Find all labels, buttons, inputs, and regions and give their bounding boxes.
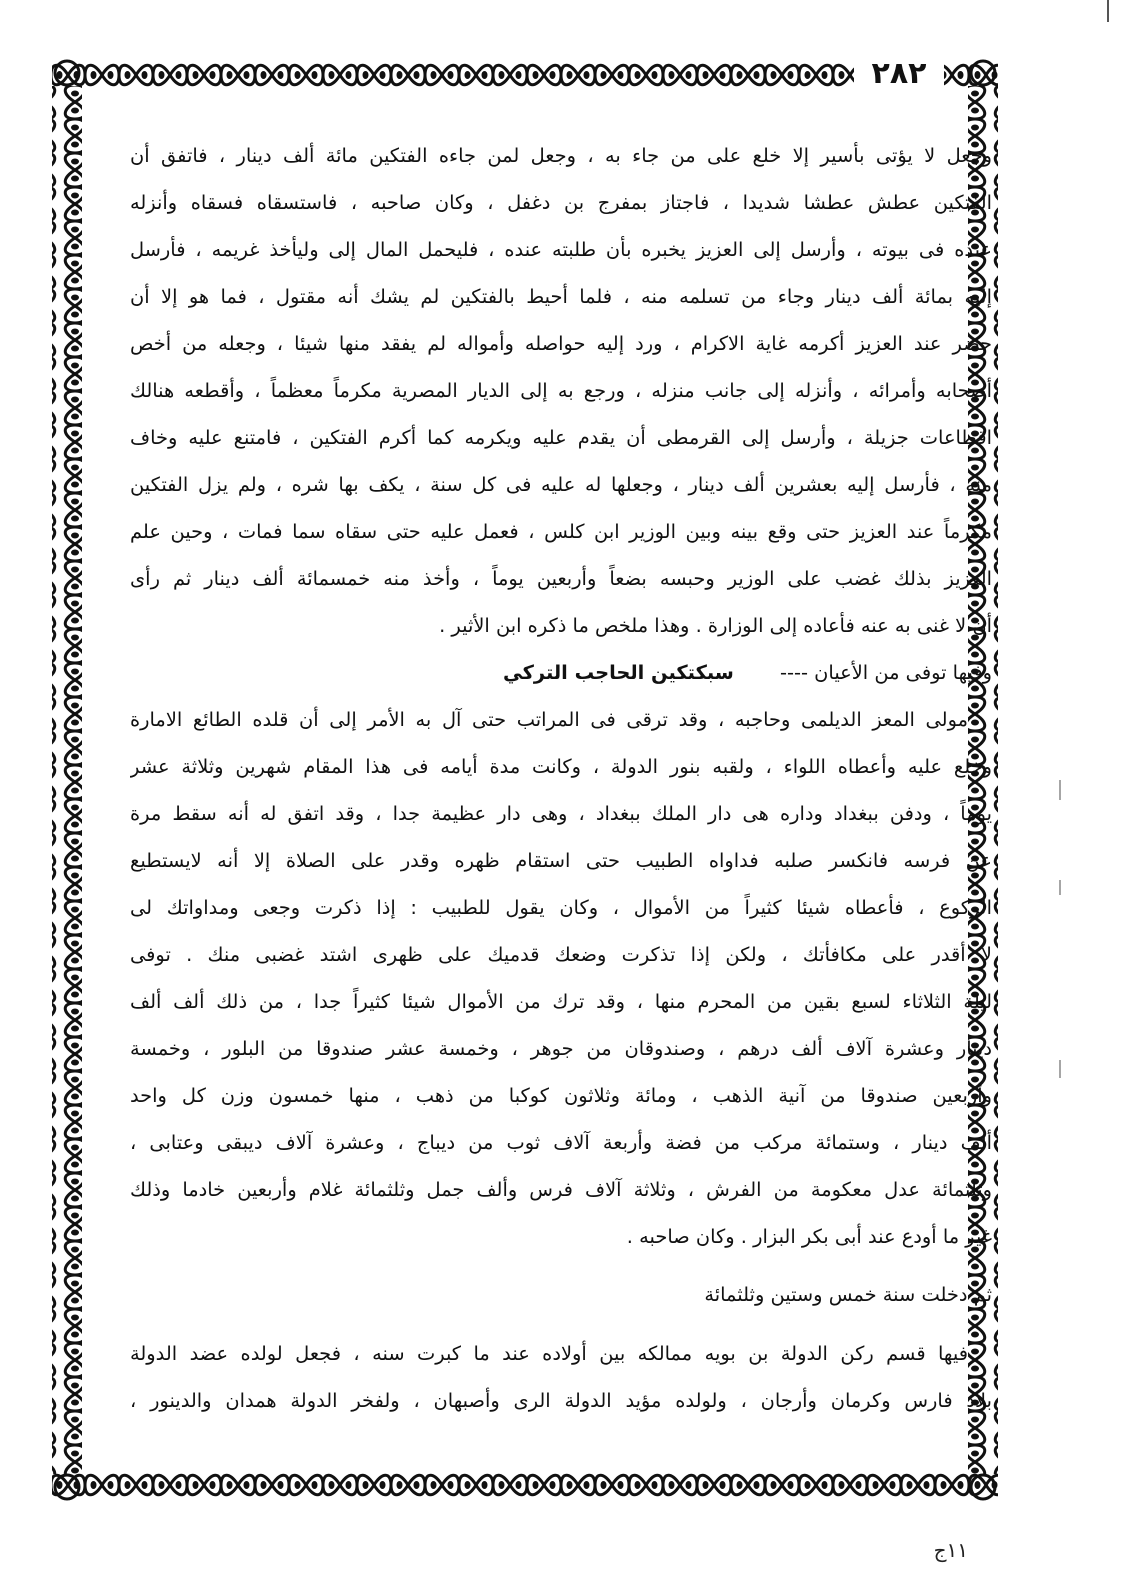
text-line: عنده فى بيوته ، وأرسل إلى العزيز يخبره بأن طلبته عنده ، فليحمل المال إلى وليأخذ غريمه ، فأرسل xyxy=(130,238,992,261)
paragraph-2 xyxy=(130,696,992,1260)
text-line: بلاد فارس وكرمان وأرجان ، ولولده مؤيد الدولة الرى وأصبهان ، ولفخر الدولة همدان والدينور ، xyxy=(130,1389,992,1412)
text-line: وخلع عليه وأعطاه اللواء ، ولقبه بنور الدولة ، وكانت مدة أيامه فى هذا المقام شهرين وثلاثة عشر xyxy=(130,755,992,778)
text-line: فيها قسم ركن الدولة بن بويه ممالكه بين أولاده عند ما كبرت سنه ، فجعل لولده عضد الدولة xyxy=(130,1342,968,1365)
text-line: لا أقدر على مكافأتك ، ولكن إذا تذكرت وضعك قدميك على ظهرى اشتد غضبى منك . توفى xyxy=(130,943,992,966)
text-line: ليلة الثلاثاء لسبع بقين من المحرم منها ، وقد ترك من الأموال شيئا كثيراً جدا ، من ذلك ألف ألف xyxy=(130,990,992,1013)
text-line: إليه بمائة ألف دينار وجاء من تسلمه منه ، فلما أحيط بالفتكين لم يشك أنه مقتول ، فما هو إلا أن xyxy=(130,285,992,308)
text-line: وأربعين صندوقا من آنية الذهب ، ومائة وثلاثون كوكبا من ذهب ، منها خمسون وزن كل واحد xyxy=(130,1084,992,1107)
text-line: غير ما أودع عند أبى بكر البزار . وكان صاحبه . xyxy=(626,1225,992,1248)
text-line: اقطاعات جزيلة ، وأرسل إلى القرمطى أن يقدم عليه ويكرمه كما أكرم الفتكين ، فامتنع عليه وخاف xyxy=(130,426,992,449)
text-line: مكرماً عند العزيز حتى وقع بينه وبين الوزير ابن كلس ، فعمل عليه حتى سقاه سما فمات ، وحين علم xyxy=(130,520,992,543)
text-line: العزيز بذلك غضب على الوزير وحبسه بضعاً وأربعين يوماً ، وأخذ منه خمسمائة ألف دينار ثم رأى xyxy=(130,567,992,590)
paragraph-3 xyxy=(130,1330,992,1424)
text-line: مولى المعز الديلمى وحاجبه ، وقد ترقى فى المراتب حتى آل به الأمر إلى أن قلده الطائع الامارة xyxy=(130,708,968,731)
text-line: دينار وعشرة آلاف ألف درهم ، وصندوقان من جوهر ، وخمسة عشر صندوقا من البلور ، وخمسة xyxy=(130,1037,992,1060)
obituary-name: سبكتكين الحاجب التركي xyxy=(503,661,734,684)
obituary-heading xyxy=(130,649,992,696)
text-line: وثلثمائة عدل معكومة من الفرش ، وثلاثة آلاف فرس وألف جمل وثلثمائة غلام وأربعين خادما وذلك xyxy=(130,1178,992,1201)
text-line: ألف دينار ، وستمائة مركب من فضة وأربعة آلاف ثوب من ديباج ، وعشرة آلاف ديبقى وعتابى ، xyxy=(130,1131,992,1154)
page-number: ٢٨٢ xyxy=(854,54,944,94)
text-line: يوماً ، ودفن ببغداد وداره هى دار الملك ببغداد ، وهى دار عظيمة جدا ، وقد اتفق له أنه سقط مرة xyxy=(130,802,992,825)
signature-mark: ١١ج xyxy=(933,1538,968,1562)
obituary-lead: وفيها توفى من الأعيان ---- xyxy=(780,661,992,684)
text-line: أصحابه وأمرائه ، وأنزله إلى جانب منزله ، ورجع به إلى الديار المصرية مكرماً معظماً ، وأقطعه هنالك xyxy=(130,379,992,402)
text-line: حضر عند العزيز أكرمه غاية الاكرام ، ورد إليه حواصله وأمواله لم يفقد منها شيئا ، وجعله من أخص xyxy=(130,332,992,355)
text-line: وجعل لا يؤتى بأسير إلا خلع على من جاء به ، وجعل لمن جاءه الفتكين مائة ألف دينار ، فاتفق أن xyxy=(130,144,992,167)
main-text xyxy=(130,132,992,1432)
text-line: الركوع ، فأعطاه شيئا كثيراً من الأموال ، وكان يقول للطبيب : إذا ذكرت وجعى ومداواتك لى xyxy=(130,896,992,919)
paragraph-1 xyxy=(130,132,992,649)
text-line: عن فرسه فانكسر صلبه فداواه الطبيب حتى استقام ظهره وقدر على الصلاة إلا أنه لايستطيع xyxy=(130,849,992,872)
text-line: الفتكين عطش عطشا شديدا ، فاجتاز بمفرج بن دغفل ، وكان صاحبه ، فاستسقاه فسقاه وأنزله xyxy=(130,191,992,214)
text-line: أن لا غنى به عنه فأعاده إلى الوزارة . وهذا ملخص ما ذكره ابن الأثير . xyxy=(439,614,992,637)
year-heading: ثم دخلت سنة خمس وستين وثلثمائة xyxy=(704,1283,992,1306)
text-line: منه ، فأرسل إليه بعشرين ألف دينار ، وجعلها له عليه فى كل سنة ، يكف بها شره ، ولم يزل الفتكين xyxy=(130,473,992,496)
